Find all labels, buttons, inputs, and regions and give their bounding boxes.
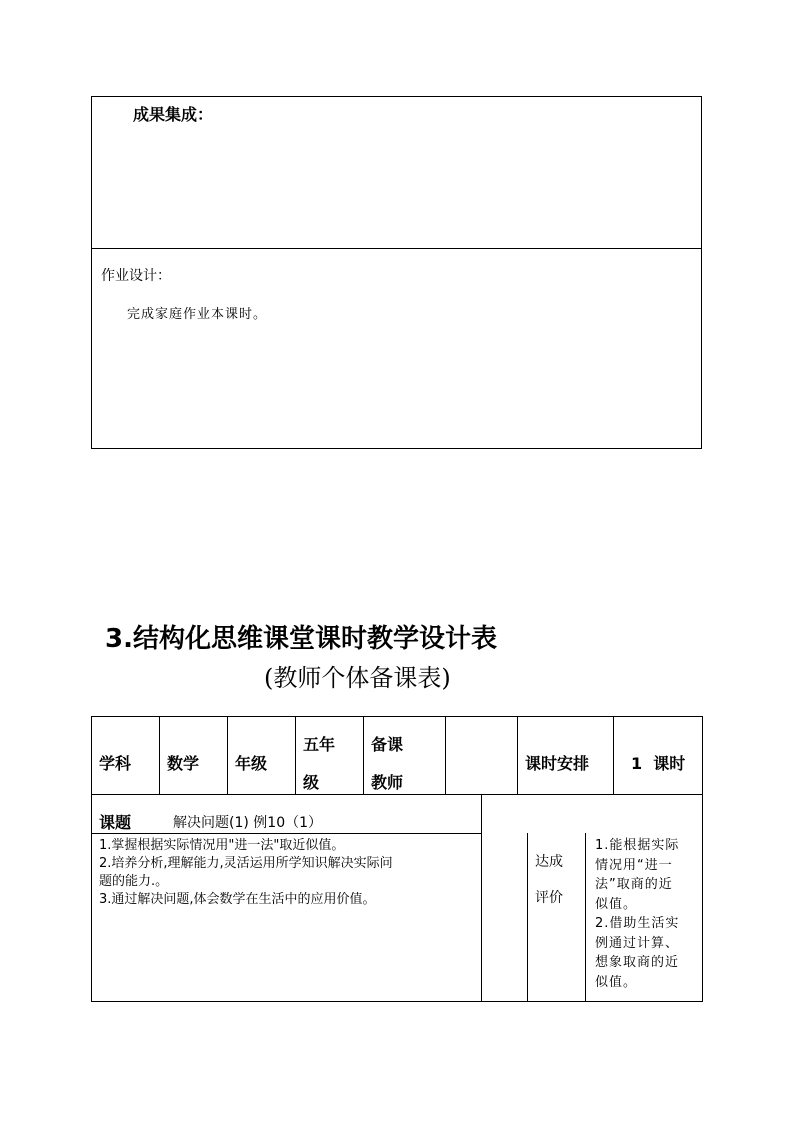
objective-line: 3.通过解决问题,体会数学在生活中的应用价值。	[99, 892, 376, 907]
criteria-line: 似值。	[595, 974, 638, 990]
subject-label: 学科	[99, 754, 132, 773]
objective-line: 2.培养分析,理解能力,灵活运用所学知识解决实际问	[99, 856, 393, 871]
table-border-left	[91, 716, 92, 1002]
criteria-line: 例通过计算、	[595, 935, 680, 951]
col-line	[527, 833, 528, 1002]
table-border-bottom	[91, 1001, 703, 1002]
homework-label: 作业设计：	[101, 268, 171, 284]
subject-value: 数学	[167, 754, 200, 773]
assessment-label-line2: 评价	[535, 890, 563, 906]
assessment-label-line1: 达成	[535, 854, 563, 870]
table-border-top	[91, 716, 703, 717]
table-border-right	[702, 716, 703, 1002]
topic-value: 解决问题(1) 例10（1）	[173, 815, 323, 831]
col-line	[517, 716, 518, 794]
achievement-label: 成果集成：	[133, 105, 214, 124]
row-divider	[92, 248, 701, 249]
page-subtitle: (教师个体备课表)	[264, 664, 451, 692]
schedule-value: 1 课时	[631, 754, 686, 773]
objectives-list	[99, 837, 393, 909]
criteria-line: 情况用“进一	[595, 857, 673, 873]
criteria-line: 2.借助生活实	[595, 916, 680, 931]
grade-value-line2: 级	[303, 773, 320, 792]
grade-value-line1: 五年	[303, 735, 336, 754]
topic-label: 课题	[99, 813, 132, 832]
table-row-line	[91, 794, 703, 795]
criteria-line: 想象取商的近	[595, 955, 680, 970]
top-table	[91, 96, 702, 449]
col-line	[585, 833, 586, 1002]
col-line	[445, 716, 446, 794]
criteria-line: 1.能根据实际	[595, 838, 680, 853]
criteria-line: 法”取商的近	[595, 877, 673, 892]
grade-label: 年级	[235, 754, 268, 773]
teacher-label-line1: 备课	[371, 735, 404, 754]
schedule-label: 课时安排	[525, 754, 590, 773]
col-line	[295, 716, 296, 794]
table-row-line	[91, 833, 481, 834]
criteria-line: 似值。	[595, 896, 638, 912]
col-line	[227, 716, 228, 794]
objective-line: 题的能力.。	[99, 874, 169, 889]
homework-text: 完成家庭作业本课时。	[127, 307, 268, 322]
col-line	[159, 716, 160, 794]
assessment-criteria	[595, 836, 679, 992]
page-title: 3.结构化思维课堂课时教学设计表	[105, 624, 497, 654]
col-line	[613, 716, 614, 794]
col-line	[363, 716, 364, 794]
teacher-label-line2: 教师	[371, 773, 404, 792]
objective-line: 1.掌握根据实际情况用"进一法"取近似值。	[99, 838, 345, 853]
col-line	[481, 794, 482, 1002]
